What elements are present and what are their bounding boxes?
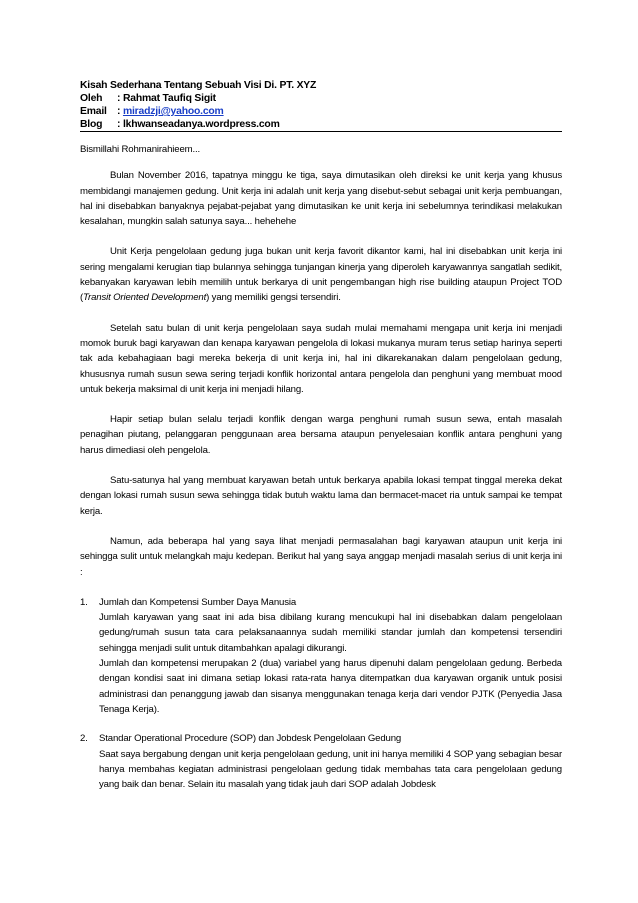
author-row (80, 92, 562, 105)
email-link[interactable]: miradzji@yahoo.com (122, 106, 224, 117)
document-body (80, 142, 562, 806)
blog-label: Blog (80, 119, 103, 130)
paragraph-3: Setelah satu bulan di unit kerja pengelolaan saya sudah mulai memahami mengapa unit kerja ini menjadi momok buruk bagi karyawan dan kenapa karyawan pengelola di lokasi mukanya muram terus setiap harinya seperti tak ada kebahagiaan bagi mereka bekerja di unit kerja ini, hal ini dikarekanakan dalam pengelolaan gedung, khususnya rumah susun sewa sering terjadi konflik horizontal antara pengelola dan penghuni yang membuat mood untuk bekerja maksimal di unit kerja ini menjadi hilang. (80, 322, 562, 395)
author-label: Oleh (80, 93, 103, 104)
list-number: 2. (80, 733, 88, 745)
paragraph-2: Unit Kerja pengelolaan gedung juga bukan unit kerja favorit dikantor kami, hal ini disebabkan unit kerja ini sering mengalami kerugian tiap bulannya sehingga tunjangan kinerja yang diperoleh karyawannya sangatlah sedikit, kebanyakan karyawan lebih memilih untuk berkarya di unit pengembangan high rise building ataupun Project TOD (Transit Oriented Development) yang memiliki gengsi tersendiri. (80, 246, 562, 304)
list-item-text: Saat saya bergabung dengan unit kerja pengelolaan gedung, unit ini hanya memiliki 4 SOP yang sebagian besar hanya membahas kegiatan administrasi pengelolaan gedung tidak membahas tata cara pengelolaan gedung yang baik dan benar. Selain itu masalah yang tidak jauh dari SOP adalah Jobdesk (99, 748, 562, 791)
paragraph-6: Namun, ada beberapa hal yang saya lihat menjadi permasalahan bagi karyawan ataupun unit kerja ini sehingga sulit untuk melangkah maju kedepan. Berikut hal yang saya anggap menjadi masalah serius di unit kerja ini : (80, 535, 562, 578)
blog-row (80, 118, 562, 131)
email-prefix: : (117, 106, 121, 117)
paragraph-1: Bulan November 2016, tapatnya minggu ke tiga, saya dimutasikan oleh direksi ke unit kerja yang khusus membidangi manajemen gedung. Unit kerja ini adalah unit kerja yang disebut-sebut sebagai unit kerja pembuangan, hal ini disebabkan banyaknya pejabat-pejabat yang dimutasikan ke unit kerja ini sebelumnya terindikasi melakukan kesalahan, mungkin salah satunya saya... hehehehe (80, 170, 562, 228)
paragraph-4: Hapir setiap bulan selalu terjadi konflik dengan warga penghuni rumah susun sewa, entah masalah penagihan piutang, pelanggaran penggunaan area bersama ataupun penyelesaian konflik antara penghuni yang harus dimediasi oleh pengelola. (80, 414, 562, 456)
list-item-title: Jumlah dan Kompetensi Sumber Daya Manusia (99, 596, 297, 608)
list-item-text: Jumlah dan kompetensi merupakan 2 (dua) variabel yang harus dipenuhi dalam pengelolaan gedung. Berbeda dengan kondisi saat ini dimana setiap lokasi rata-rata hanya ditempatkan dua karyawan organik untuk posisi administrasi dan penanggung jawab dan sisanya menggunakan tenaga kerja dari vendor PJTK (Penyedia Jasa Tenaga Kerja). (99, 658, 562, 715)
document-title: Kisah Sederhana Tentang Sebuah Visi Di. PT. XYZ (80, 80, 317, 91)
email-row (80, 105, 562, 118)
greeting: Bismillahi Rohmanirahieem... (80, 144, 201, 155)
list-number: 1. (80, 596, 88, 608)
list-item-title: Standar Operational Procedure (SOP) dan Jobdesk Pengelolaan Gedung (99, 733, 402, 745)
emphasis-tod: Transit Oriented Development (83, 292, 207, 304)
blog-value: : lkhwanseadanya.wordpress.com (117, 119, 280, 130)
author-value: : Rahmat Taufiq Sigit (117, 93, 216, 104)
header-divider (80, 131, 562, 132)
list-item (80, 595, 562, 717)
list-item (80, 731, 562, 792)
list-item-text: Jumlah karyawan yang saat ini ada bisa dibilang kurang mencukupi hal ini disebabkan dalam pengelolaan gedung/rumah susun tata cara pelaksanaannya sudah memiliki standar jumlah dan kompetensi tersendiri sehingga menjadi sulit untuk ditambahkan apalagi dikurangi. (99, 612, 562, 654)
problem-list (80, 595, 562, 793)
paragraph-5: Satu-satunya hal yang membuat karyawan betah untuk berkarya apabila lokasi tempat tinggal mereka dekat dengan lokasi rumah susun sewa sehingga tidak butuh waktu lama dan bermacet-macet ria untuk sampai ke tempat kerja. (80, 475, 562, 517)
document-header (80, 79, 562, 131)
email-label: Email (80, 106, 107, 117)
